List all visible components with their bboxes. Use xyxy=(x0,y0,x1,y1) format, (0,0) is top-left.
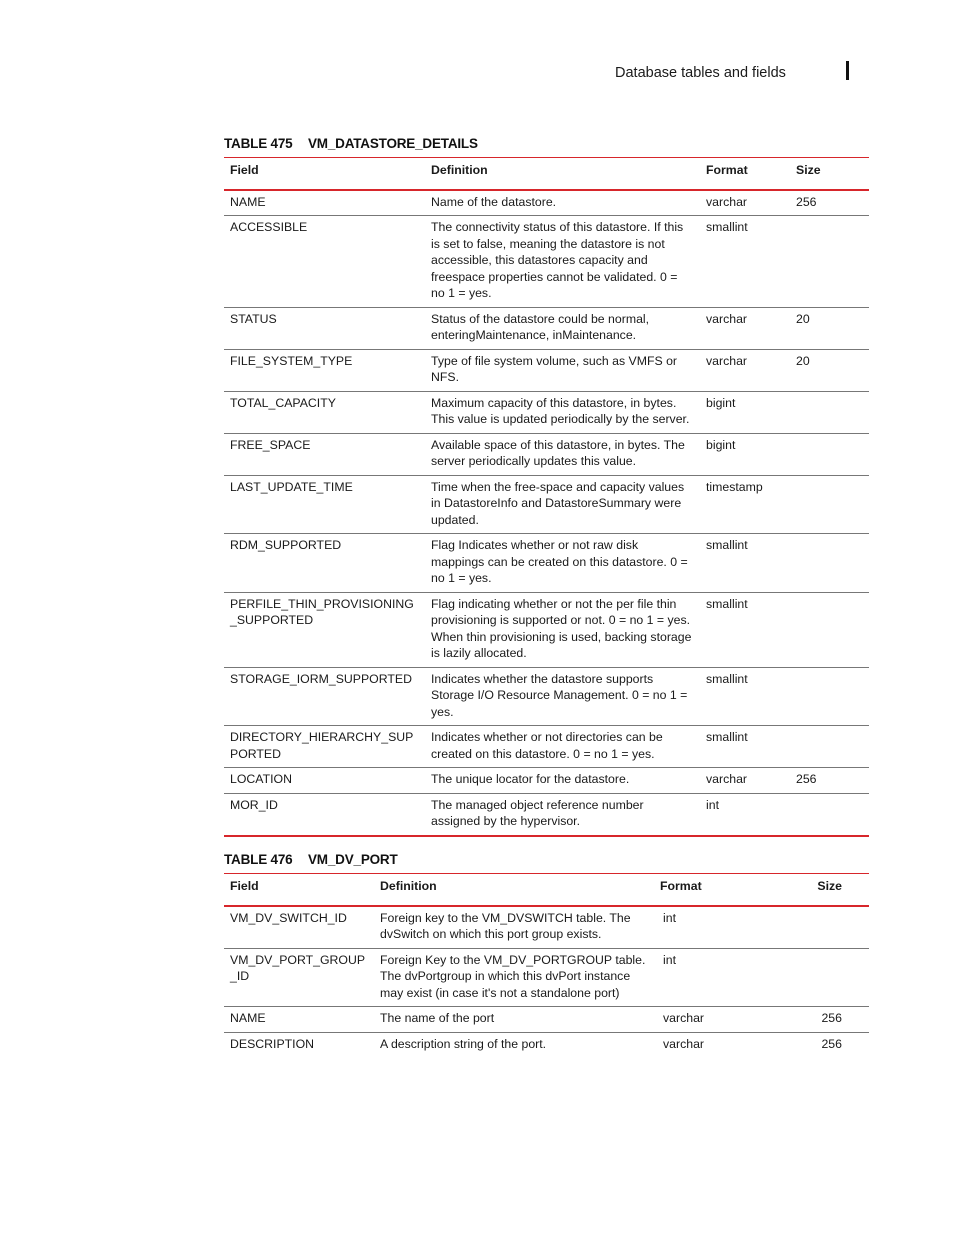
table-row xyxy=(224,534,869,593)
cell-size: 256 xyxy=(790,190,869,216)
cell-format: timestamp xyxy=(700,475,790,534)
column-header-size: Size xyxy=(809,874,869,906)
cell-definition: Type of file system volume, such as VMFS or NFS. xyxy=(425,349,700,391)
cell-size: 20 xyxy=(790,349,869,391)
cell-field: VM_DV_SWITCH_ID xyxy=(224,906,374,949)
table-475-caption xyxy=(224,136,478,151)
table-row xyxy=(224,768,869,794)
column-header-definition: Definition xyxy=(425,158,700,190)
cell-definition: The connectivity status of this datastore. If this is set to false, meaning the datastore is not accessible, this datastores capacity and freespace properties cannot be validated. 0 = no 1 = yes. xyxy=(425,216,700,308)
table-row xyxy=(224,592,869,667)
cell-format: smallint xyxy=(700,726,790,768)
table-476-caption xyxy=(224,852,398,867)
cell-definition: Maximum capacity of this datastore, in bytes. This value is updated periodically by the server. xyxy=(425,391,700,433)
cell-size: 20 xyxy=(790,307,869,349)
cell-size xyxy=(790,726,869,768)
table-row xyxy=(224,1032,869,1057)
table-476-name: VM_DV_PORT xyxy=(308,852,398,867)
table-476-number: TABLE 476 xyxy=(224,852,293,867)
table-475 xyxy=(224,157,869,837)
cell-field: TOTAL_CAPACITY xyxy=(224,391,425,433)
cell-size xyxy=(790,793,869,836)
cell-size xyxy=(790,433,869,475)
cell-format: smallint xyxy=(700,216,790,308)
cell-field: ACCESSIBLE xyxy=(224,216,425,308)
table-row xyxy=(224,475,869,534)
cell-definition: Time when the free-space and capacity values in DatastoreInfo and DatastoreSummary were updated. xyxy=(425,475,700,534)
table-475-number: TABLE 475 xyxy=(224,136,293,151)
cell-format: varchar xyxy=(700,190,790,216)
table-476 xyxy=(224,873,869,1057)
cell-format: bigint xyxy=(700,391,790,433)
cell-format: int xyxy=(654,906,809,949)
table-row xyxy=(224,667,869,726)
cell-definition: Available space of this datastore, in bytes. The server periodically updates this value. xyxy=(425,433,700,475)
cell-definition: The name of the port xyxy=(374,1007,654,1033)
cell-definition: Indicates whether or not directories can be created on this datastore. 0 = no 1 = yes. xyxy=(425,726,700,768)
column-header-format: Format xyxy=(700,158,790,190)
table-row xyxy=(224,190,869,216)
cell-format: bigint xyxy=(700,433,790,475)
cell-size xyxy=(809,948,869,1007)
cell-field: VM_DV_PORT_GROUP_ID xyxy=(224,948,374,1007)
table-row xyxy=(224,793,869,836)
cell-format: varchar xyxy=(700,307,790,349)
table-row xyxy=(224,1007,869,1033)
cell-format: smallint xyxy=(700,592,790,667)
header-marker-bar xyxy=(846,61,849,80)
cell-field: LAST_UPDATE_TIME xyxy=(224,475,425,534)
cell-size xyxy=(790,592,869,667)
cell-size: 256 xyxy=(821,1036,842,1051)
cell-format: smallint xyxy=(700,667,790,726)
column-header-definition: Definition xyxy=(374,874,654,906)
table-row xyxy=(224,307,869,349)
cell-field: PERFILE_THIN_PROVISIONING_SUPPORTED xyxy=(224,592,425,667)
cell-field: RDM_SUPPORTED xyxy=(224,534,425,593)
cell-size xyxy=(790,534,869,593)
running-header-title: Database tables and fields xyxy=(615,65,786,81)
cell-field: FILE_SYSTEM_TYPE xyxy=(224,349,425,391)
cell-definition: The managed object reference number assigned by the hypervisor. xyxy=(425,793,700,836)
column-header-field: Field xyxy=(224,158,425,190)
table-476-header-row xyxy=(224,874,869,906)
cell-size xyxy=(809,906,869,949)
cell-definition: Foreign Key to the VM_DV_PORTGROUP table. The dvPortgroup in which this dvPort instance may exist (in case it's not a standalone port) xyxy=(374,948,654,1007)
cell-definition: Name of the datastore. xyxy=(425,190,700,216)
table-row xyxy=(224,948,869,1007)
cell-format: varchar xyxy=(663,1036,705,1051)
table-row xyxy=(224,433,869,475)
table-row xyxy=(224,349,869,391)
column-header-size: Size xyxy=(790,158,869,190)
table-row xyxy=(224,906,869,949)
cell-definition: The unique locator for the datastore. xyxy=(425,768,700,794)
cell-field: LOCATION xyxy=(224,768,425,794)
cell-field: STATUS xyxy=(224,307,425,349)
cell-size: 256 xyxy=(790,768,869,794)
cell-size xyxy=(790,667,869,726)
column-header-field: Field xyxy=(224,874,374,906)
cell-format: varchar xyxy=(700,349,790,391)
table-475-header-row xyxy=(224,158,869,190)
cell-format: smallint xyxy=(700,534,790,593)
cell-field: MOR_ID xyxy=(224,793,425,836)
cell-field: DIRECTORY_HIERARCHY_SUPPORTED xyxy=(224,726,425,768)
cell-field: NAME xyxy=(224,1007,374,1033)
table-row xyxy=(224,391,869,433)
table-475-name: VM_DATASTORE_DETAILS xyxy=(308,136,478,151)
cell-definition: Flag indicating whether or not the per file thin provisioning is supported or not. 0 = no 1 = yes. When thin provisioning is used, backing storage is lazily allocated. xyxy=(425,592,700,667)
table-row xyxy=(224,216,869,308)
cell-definition: Status of the datastore could be normal, enteringMaintenance, inMaintenance. xyxy=(425,307,700,349)
cell-size: 256 xyxy=(809,1007,869,1033)
cell-size xyxy=(790,475,869,534)
cell-format: varchar xyxy=(654,1007,809,1033)
cell-format: int xyxy=(700,793,790,836)
column-header-format: Format xyxy=(654,874,809,906)
cell-size xyxy=(790,391,869,433)
cell-field: DESCRIPTION xyxy=(230,1036,315,1051)
cell-size xyxy=(790,216,869,308)
cell-format: int xyxy=(654,948,809,1007)
cell-format: varchar xyxy=(700,768,790,794)
cell-field: STORAGE_IORM_SUPPORTED xyxy=(224,667,425,726)
cell-field: FREE_SPACE xyxy=(224,433,425,475)
cell-definition: Indicates whether the datastore supports Storage I/O Resource Management. 0 = no 1 = yes. xyxy=(425,667,700,726)
cell-field: NAME xyxy=(224,190,425,216)
table-row xyxy=(224,726,869,768)
cell-definition: A description string of the port. xyxy=(380,1036,547,1051)
cell-definition: Flag Indicates whether or not raw disk mappings can be created on this datastore. 0 = no 1 = yes. xyxy=(425,534,700,593)
cell-definition: Foreign key to the VM_DVSWITCH table. The dvSwitch on which this port group exists. xyxy=(374,906,654,949)
